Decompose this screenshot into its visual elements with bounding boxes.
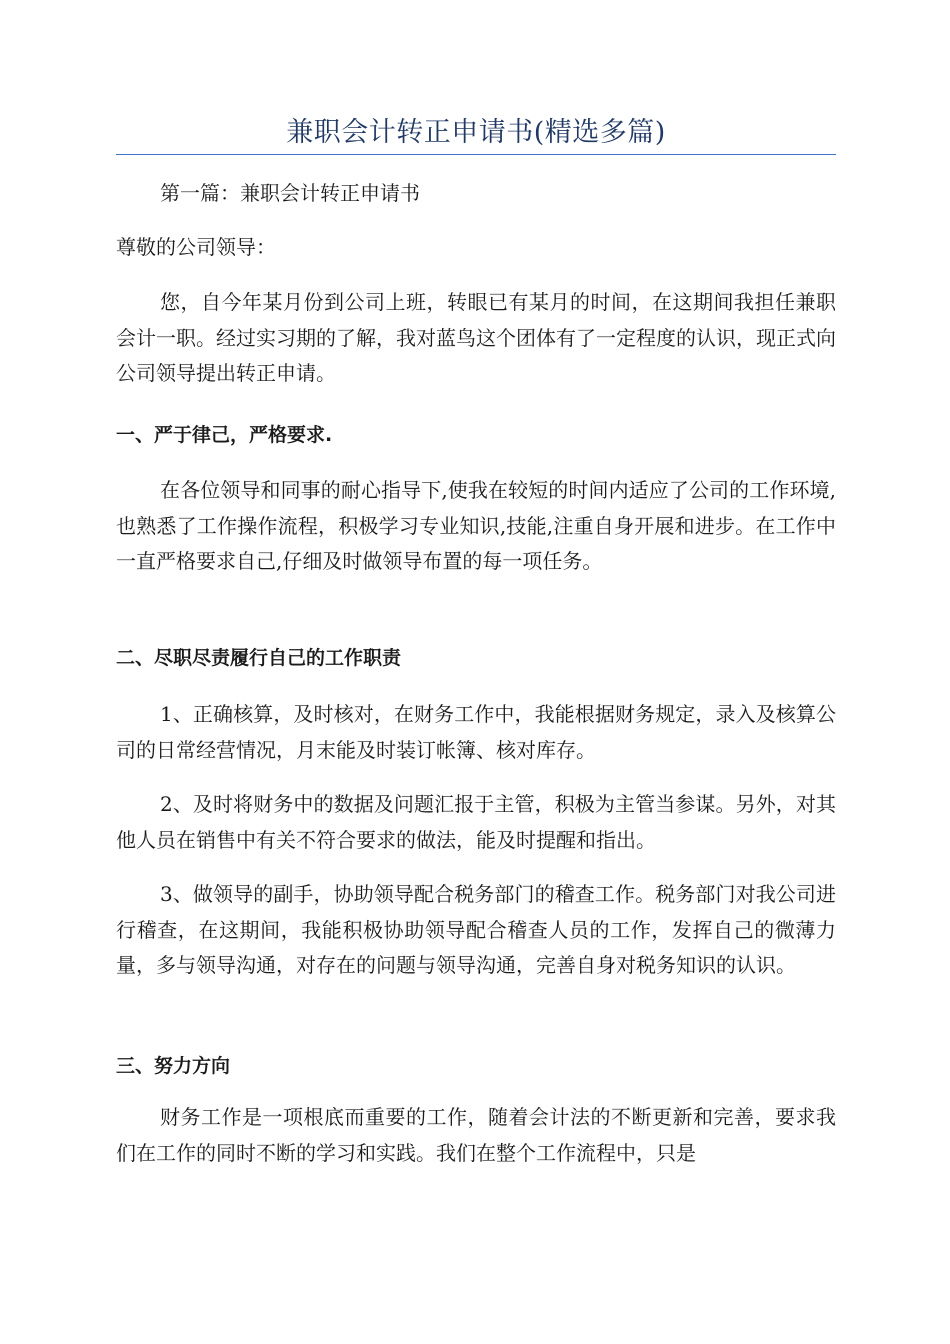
section-2-item-2: 2、及时将财务中的数据及问题汇报于主管，积极为主管当参谋。另外，对其他人员在销售中有关不符合要求的做法，能及时提醒和指出。 xyxy=(116,792,836,852)
section-2-item-1: 1、正确核算，及时核对，在财务工作中，我能根据财务规定，录入及核算公司的日常经营情况，月末能及时装订帐簿、核对库存。 xyxy=(116,702,836,762)
section-2-item-3: 3、做领导的副手，协助领导配合税务部门的稽查工作。税务部门对我公司进行稽查，在这期间，我能积极协助领导配合稽查人员的工作，发挥自己的微薄力量，多与领导沟通，对存在的问题与领导沟通，完善自身对税务知识的认识。 xyxy=(116,882,836,977)
section-1-paragraph: 在各位领导和同事的耐心指导下,使我在较短的时间内适应了公司的工作环境,也熟悉了工作操作流程，积极学习专业知识,技能,注重自身开展和进步。在工作中一直严格要求自己,仔细及时做领导布置的每一项任务。 xyxy=(116,478,836,573)
subtitle: 第一篇：兼职会计转正申请书 xyxy=(160,181,420,205)
title-underline xyxy=(116,154,836,155)
section-3-heading: 三、努力方向 xyxy=(116,1055,231,1077)
document-title: 兼职会计转正申请书(精选多篇) xyxy=(286,117,666,148)
salutation: 尊敬的公司领导： xyxy=(116,235,276,259)
section-3-paragraph: 财务工作是一项根底而重要的工作，随着会计法的不断更新和完善，要求我们在工作的同时不断的学习和实践。我们在整个工作流程中，只是 xyxy=(116,1105,836,1165)
intro-paragraph: 您，自今年某月份到公司上班，转眼已有某月的时间，在这期间我担任兼职会计一职。经过实习期的了解，我对蓝鸟这个团体有了一定程度的认识，现正式向公司领导提出转正申请。 xyxy=(116,290,836,385)
section-1-heading: 一、严于律己，严格要求. xyxy=(116,424,333,446)
section-2-heading: 二、尽职尽责履行自己的工作职责 xyxy=(116,647,402,669)
